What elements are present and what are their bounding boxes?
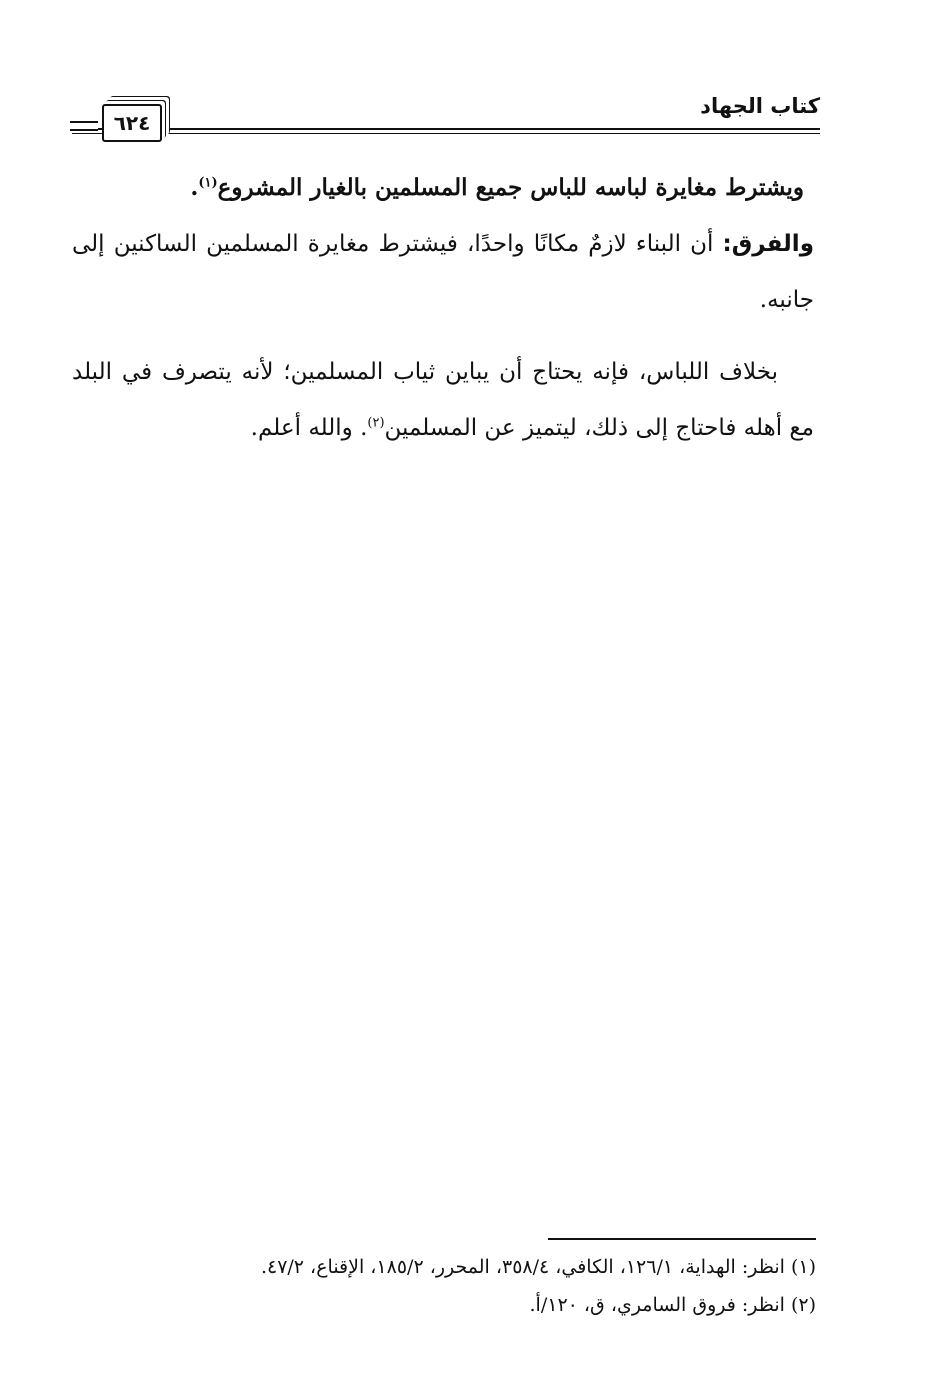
footnote-2-number: (٢) — [790, 1294, 816, 1316]
paragraph-1-end: . — [190, 174, 199, 201]
footnote-2 — [72, 1286, 816, 1324]
header-ornament-dash — [70, 121, 98, 131]
page-number: ٦٢٤ — [113, 111, 151, 135]
chapter-title: كتاب الجهاد — [700, 94, 820, 118]
header-rule — [72, 128, 820, 130]
paragraph-1-text: ويشترط مغايرة لباسه للباس جميع المسلمين بالغيار المشروع — [217, 174, 804, 201]
running-header — [72, 88, 820, 148]
footnote-1 — [72, 1248, 816, 1286]
paragraph-3 — [72, 344, 814, 456]
page-number-frame — [102, 104, 162, 142]
paragraph-2 — [72, 216, 814, 328]
paragraph-3-text: بخلاف اللباس، فإنه يحتاج أن يباين ثياب المسلمين؛ لأنه يتصرف في البلد مع أهله فاحتاج إلى ذلك، ليتميز عن المسلمين — [72, 359, 814, 441]
footnote-1-number: (١) — [790, 1256, 816, 1278]
paragraph-1 — [72, 160, 804, 216]
paragraph-2-text: أن البناء لازمٌ مكانًا واحدًا، فيشترط مغايرة المسلمين الساكنين إلى جانبه. — [72, 231, 814, 313]
footnote-2-text: انظر: فروق السامري، ق، ١٢٠/أ. — [529, 1294, 785, 1316]
footnote-separator — [548, 1238, 816, 1240]
footnote-1-text: انظر: الهداية، ١٢٦/١، الكافي، ٣٥٨/٤، المحرر، ١٨٥/٢، الإقناع، ٤٧/٢. — [260, 1256, 785, 1278]
paragraph-3-end: . والله أعلم. — [250, 415, 368, 441]
footnotes — [72, 1248, 816, 1324]
main-text — [72, 160, 814, 456]
footnote-ref-2[interactable]: (٢) — [367, 415, 385, 431]
paragraph-2-lead: والفرق: — [722, 231, 814, 257]
header-rule-thin — [72, 133, 820, 134]
footnote-ref-1[interactable]: (١) — [198, 175, 218, 191]
